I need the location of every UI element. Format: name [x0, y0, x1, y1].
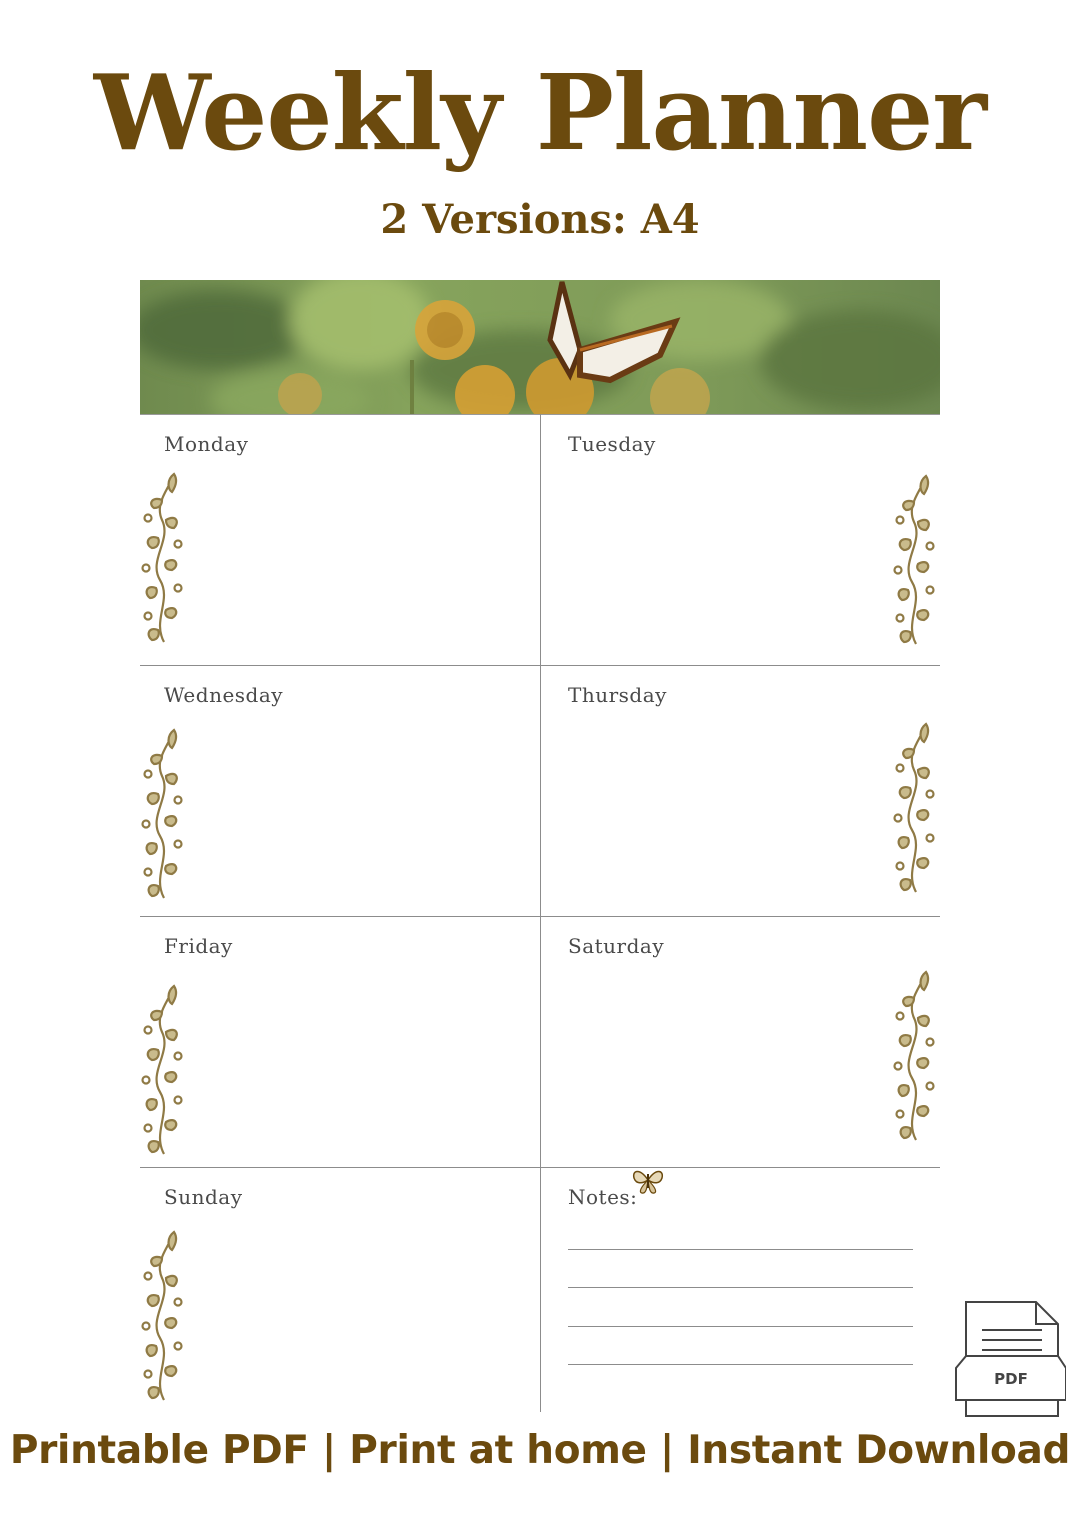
row-divider	[140, 665, 940, 666]
day-label-monday: Monday	[164, 432, 249, 456]
butterfly-icon	[630, 1166, 666, 1196]
floral-sprig-icon	[140, 1228, 184, 1403]
day-label-thursday: Thursday	[568, 683, 667, 707]
floral-sprig-icon	[892, 720, 936, 895]
day-label-wednesday: Wednesday	[164, 683, 284, 707]
day-label-friday: Friday	[164, 934, 233, 958]
floral-sprig-icon	[892, 472, 936, 647]
notes-line	[568, 1249, 913, 1250]
column-divider	[540, 414, 541, 1412]
notes-line	[568, 1287, 913, 1288]
day-label-saturday: Saturday	[568, 934, 665, 958]
notes-label: Notes:	[568, 1185, 638, 1209]
day-label-tuesday: Tuesday	[568, 432, 656, 456]
page-title: Weekly Planner	[93, 51, 987, 174]
weekly-grid	[140, 414, 940, 1414]
notes-line	[568, 1326, 913, 1327]
floral-sprig-icon	[140, 726, 184, 901]
row-divider	[140, 916, 940, 917]
pdf-badge-label: PDF	[994, 1370, 1028, 1388]
row-divider	[140, 1167, 940, 1168]
page-subtitle: 2 Versions: A4	[380, 196, 700, 243]
floral-sprig-icon	[892, 968, 936, 1143]
notes-line	[568, 1364, 913, 1365]
footer-tagline: Printable PDF | Print at home | Instant Download	[9, 1428, 1071, 1473]
butterfly-banner-image	[140, 280, 940, 415]
day-label-sunday: Sunday	[164, 1185, 243, 1209]
floral-sprig-icon	[140, 470, 184, 645]
pdf-file-icon	[954, 1298, 1066, 1422]
floral-sprig-icon	[140, 982, 184, 1157]
